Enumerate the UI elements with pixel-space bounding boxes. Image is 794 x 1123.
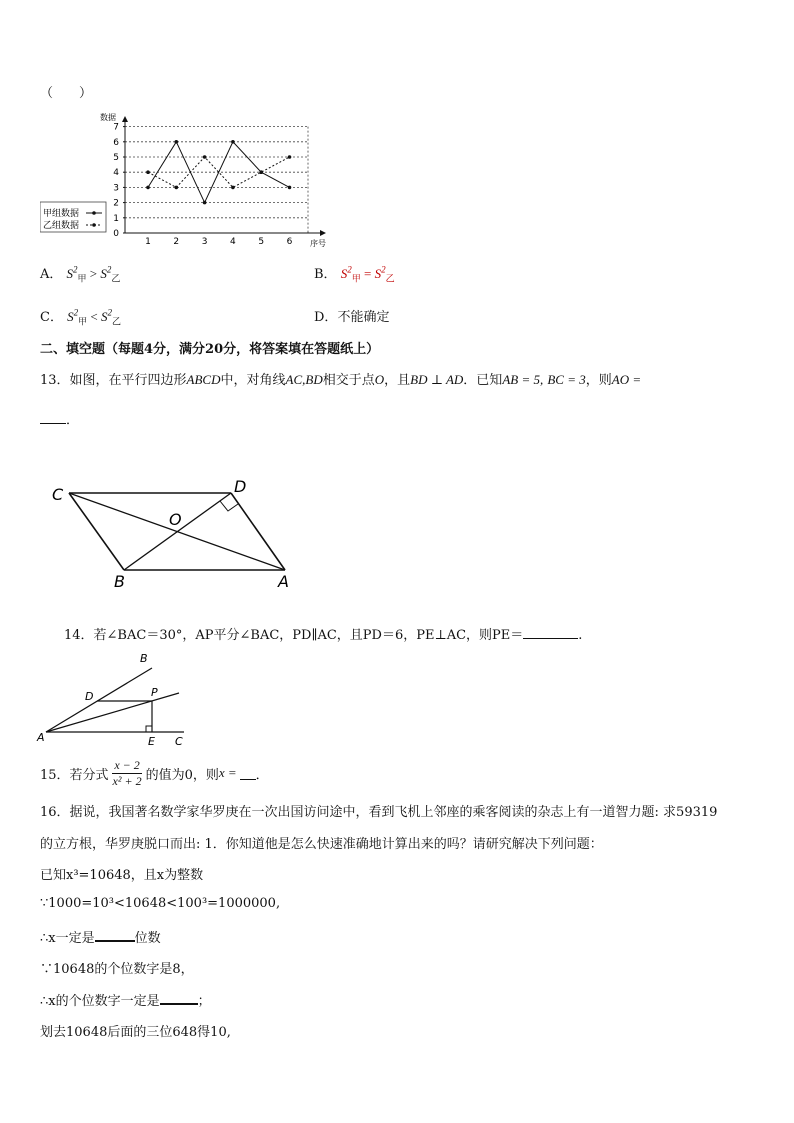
series-1-point bbox=[203, 201, 207, 205]
svg-text:A: A bbox=[37, 731, 45, 744]
q16-line1: 16．据说，我国著名数学家华罗庚在一次出国访问途中，看到飞机上邻座的乘客阅读的杂志上有一道智力题: 求59319 bbox=[40, 805, 718, 820]
option-a-formula: $S^2_甲 > S^2_乙$ bbox=[66, 264, 121, 284]
option-a[interactable] bbox=[40, 263, 120, 282]
legend-label: 甲组数据 bbox=[43, 209, 80, 219]
line-chart bbox=[40, 110, 340, 250]
svg-text:E: E bbox=[148, 735, 155, 748]
q16-blank-1[interactable] bbox=[95, 927, 135, 942]
series-2-point bbox=[203, 155, 207, 159]
series-1-point bbox=[146, 186, 150, 190]
x-tick-label: 4 bbox=[230, 237, 236, 247]
chart-axes bbox=[100, 112, 326, 248]
x-axis-arrow bbox=[320, 230, 326, 236]
x-tick-label: 3 bbox=[201, 237, 208, 247]
x-tick-label: 6 bbox=[286, 237, 293, 247]
legend-label: 乙组数据 bbox=[43, 221, 80, 231]
label-a: A bbox=[278, 572, 289, 591]
series-2-point bbox=[288, 155, 292, 159]
q15-fraction: x − 2 x² + 2 bbox=[112, 757, 142, 788]
y-tick-label: 0 bbox=[113, 229, 119, 239]
option-c-label: C． bbox=[40, 310, 63, 325]
label-c: C bbox=[52, 485, 64, 504]
q16-blank-2[interactable] bbox=[160, 990, 198, 1005]
x-tick-label: 2 bbox=[173, 237, 180, 247]
x-axis-label: 序号 bbox=[310, 239, 326, 248]
y-tick-label: 4 bbox=[113, 168, 119, 179]
y-tick-label: 1 bbox=[113, 213, 119, 224]
option-d-label: D． bbox=[314, 310, 338, 325]
svg-text:D: D bbox=[85, 690, 94, 703]
label-o: O bbox=[169, 510, 182, 529]
option-c-formula: $S^2_甲 < S^2_乙$ bbox=[67, 307, 121, 327]
q13-blank bbox=[40, 410, 66, 424]
x-tick-label: 1 bbox=[145, 237, 151, 247]
y-tick-label: 5 bbox=[113, 153, 119, 163]
label-b: B bbox=[114, 572, 125, 591]
section-heading: 二、填空题（每题4分，满分20分，将答案填在答题纸上） bbox=[40, 342, 380, 357]
series-2-point bbox=[175, 186, 179, 190]
answer-paren: （ ） bbox=[40, 86, 93, 101]
q13-answer-line[interactable]: ． bbox=[40, 409, 79, 428]
q16-line6: ∵10648的个位数字是8， bbox=[40, 962, 194, 977]
option-b-formula: $S^2_甲 = S^2_乙$ bbox=[340, 264, 395, 284]
svg-text:P: P bbox=[151, 686, 158, 699]
option-d-text: 不能确定 bbox=[337, 310, 390, 325]
y-tick-label: 6 bbox=[113, 137, 119, 148]
q16-line3: 已知x³=10648，且x为整数 bbox=[40, 868, 204, 883]
series-2-point bbox=[231, 186, 235, 190]
series-1-point bbox=[231, 140, 235, 144]
series-2-point bbox=[146, 170, 150, 174]
parallelogram-figure bbox=[45, 475, 305, 593]
y-tick-label: 3 bbox=[113, 183, 119, 194]
legend-marker bbox=[92, 211, 96, 215]
series-1-point bbox=[175, 140, 179, 144]
angle-figure bbox=[34, 650, 194, 750]
option-c[interactable] bbox=[40, 306, 121, 325]
option-a-label: A． bbox=[40, 267, 63, 282]
y-tick-label: 2 bbox=[113, 198, 119, 209]
question-14: 14．若∠BAC＝30°，AP平分∠BAC，PD∥AC，且PD＝6，PE⊥AC，则PE＝ . bbox=[64, 624, 582, 643]
svg-text:B: B bbox=[140, 652, 148, 665]
q16-line4: ∵1000=10³<10648<100³=1000000, bbox=[40, 896, 281, 911]
option-b[interactable] bbox=[314, 263, 395, 282]
svg-text:C: C bbox=[175, 735, 183, 748]
chart-legend bbox=[40, 202, 106, 232]
label-d: D bbox=[234, 477, 247, 496]
q14-blank[interactable] bbox=[523, 625, 578, 639]
x-tick-label: 5 bbox=[258, 237, 265, 247]
q16-line7: ∴x的个位数字一定是 ； bbox=[40, 990, 211, 1009]
q15-blank[interactable] bbox=[240, 766, 256, 780]
q16-line5: ∴x一定是 位数 bbox=[40, 927, 161, 946]
series-2-point bbox=[259, 170, 263, 174]
question-15: 15．若分式 x − 2 x² + 2 的值为0，则 x = ． bbox=[40, 757, 269, 788]
option-d[interactable] bbox=[314, 306, 389, 325]
y-axis-label: 数据 bbox=[100, 113, 116, 122]
y-axis-arrow bbox=[122, 116, 128, 122]
q16-line8: 划去10648后面的三位648得10, bbox=[40, 1025, 231, 1040]
q16-line2: 的立方根，华罗庚脱口而出: 1．你知道他是怎么快速准确地计算出来的吗？请研究解决下列问题： bbox=[40, 837, 603, 852]
legend-marker bbox=[92, 223, 96, 227]
question-13: 13．如图，在平行四边形ABCD中，对角线AC,BD相交于点O，且BD ⊥ AD．已知AB = 5, BC = 3，则AO = bbox=[40, 372, 642, 388]
y-tick-label: 7 bbox=[113, 122, 119, 133]
series-1-point bbox=[288, 186, 292, 190]
option-b-label: B． bbox=[314, 267, 337, 282]
